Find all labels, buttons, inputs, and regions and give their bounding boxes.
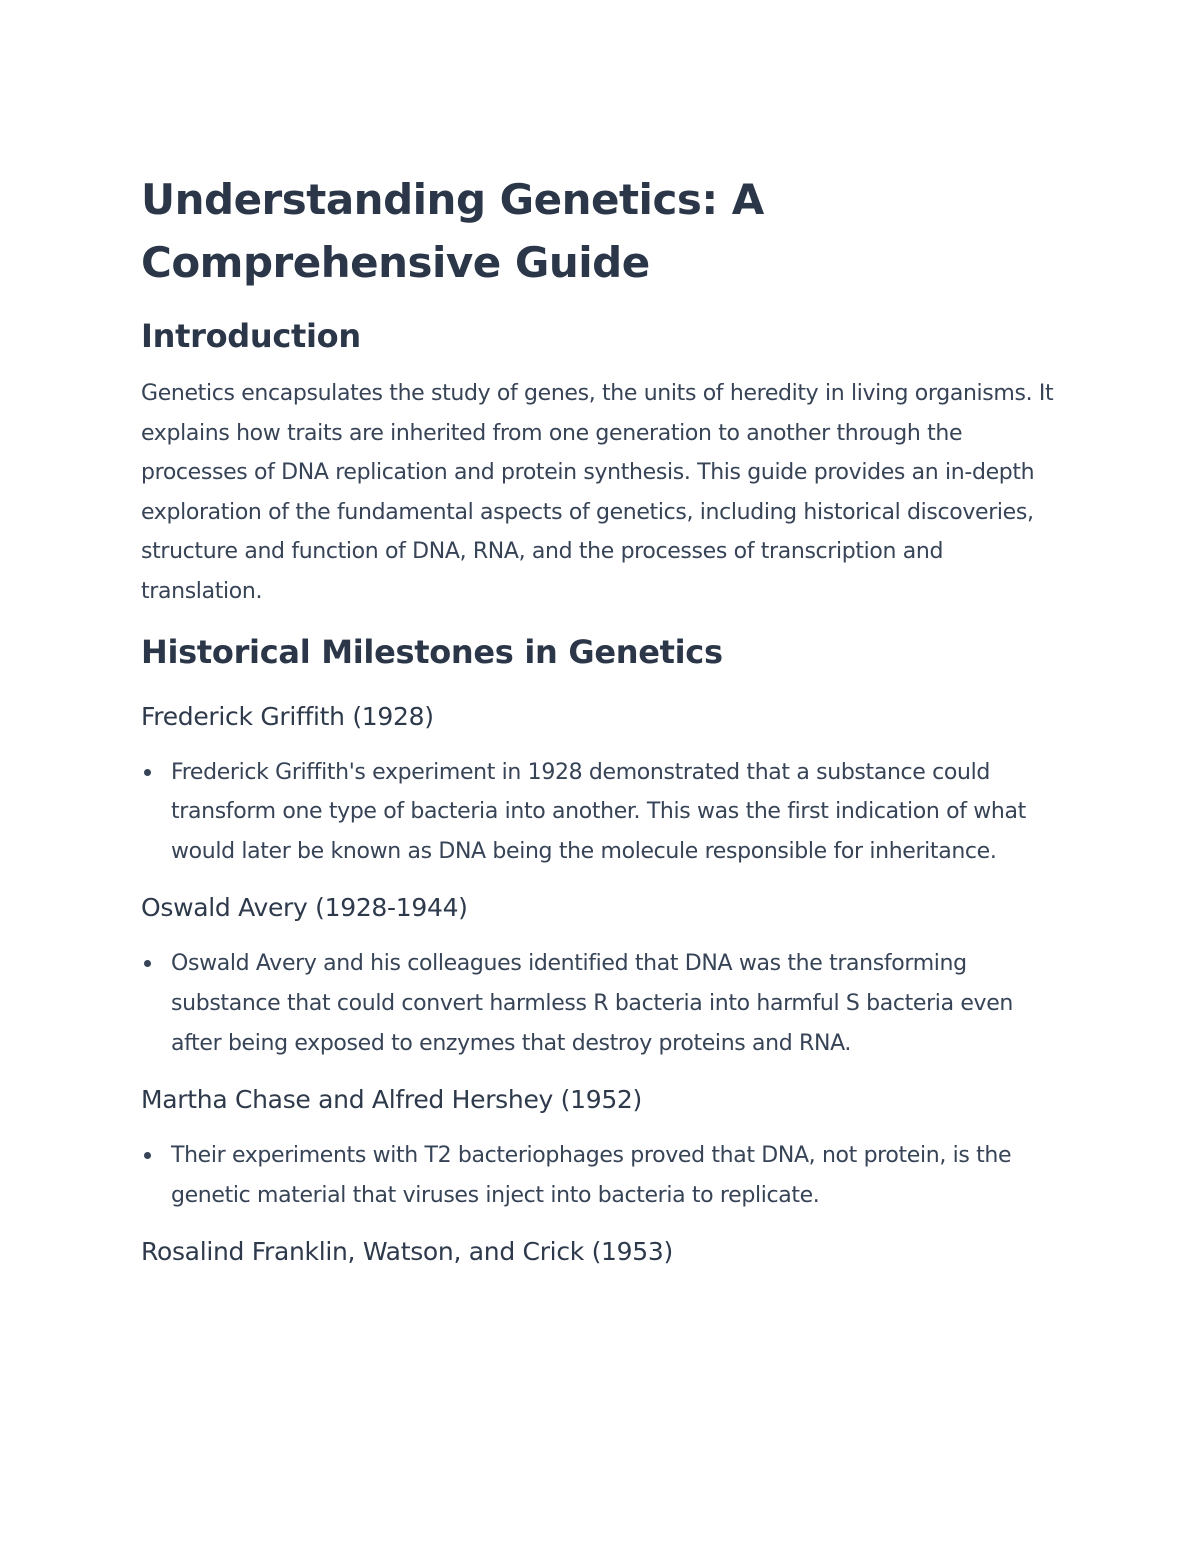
bullet-list-griffith [141, 753, 1061, 872]
list-item-text: Oswald Avery and his colleagues identified that DNA was the transforming substance that could convert harmless R bacteria into harmful S bacteria even after being exposed to enzymes that destroy proteins and RNA. [171, 951, 1013, 1056]
section-heading-avery: Oswald Avery (1928-1944) [141, 893, 468, 923]
list-item-text: Frederick Griffith's experiment in 1928 demonstrated that a substance could transform one type of bacteria into another. This was the first indication of what would later be known as DNA being the molecule responsible for inheritance. [171, 759, 1026, 864]
section-heading-griffith: Frederick Griffith (1928) [141, 701, 434, 731]
section-heading-chase-hershey: Martha Chase and Alfred Hershey (1952) [141, 1085, 642, 1115]
list-item-text: Their experiments with T2 bacteriophages proved that DNA, not protein, is the genetic material that viruses inject into bacteria to replicate. [171, 1143, 1012, 1208]
introduction-heading: Introduction [141, 317, 361, 355]
bullet-icon [144, 1152, 151, 1159]
bullet-icon [144, 960, 151, 967]
bullet-list-avery [141, 944, 1061, 1063]
bullet-icon [144, 769, 151, 776]
list-item [141, 1136, 1061, 1215]
milestones-heading: Historical Milestones in Genetics [141, 632, 723, 671]
bullet-list-chase-hershey [141, 1136, 1061, 1215]
document-page [141, 168, 1061, 1272]
section-heading-franklin-watson-crick: Rosalind Franklin, Watson, and Crick (1953) [141, 1237, 673, 1267]
list-item [141, 944, 1061, 1063]
list-item [141, 753, 1061, 872]
document-title: Understanding Genetics: A Comprehensive Guide [141, 175, 764, 287]
introduction-paragraph: Genetics encapsulates the study of genes, the units of heredity in living organisms. It explains how traits are inherited from one generation to another through the processes of DNA replication and protein synthesis. This guide provides an in-depth exploration of the fundamental aspects of genetics, including historical discoveries, structure and function of DNA, RNA, and the processes of transcription and translation. [141, 381, 1054, 604]
